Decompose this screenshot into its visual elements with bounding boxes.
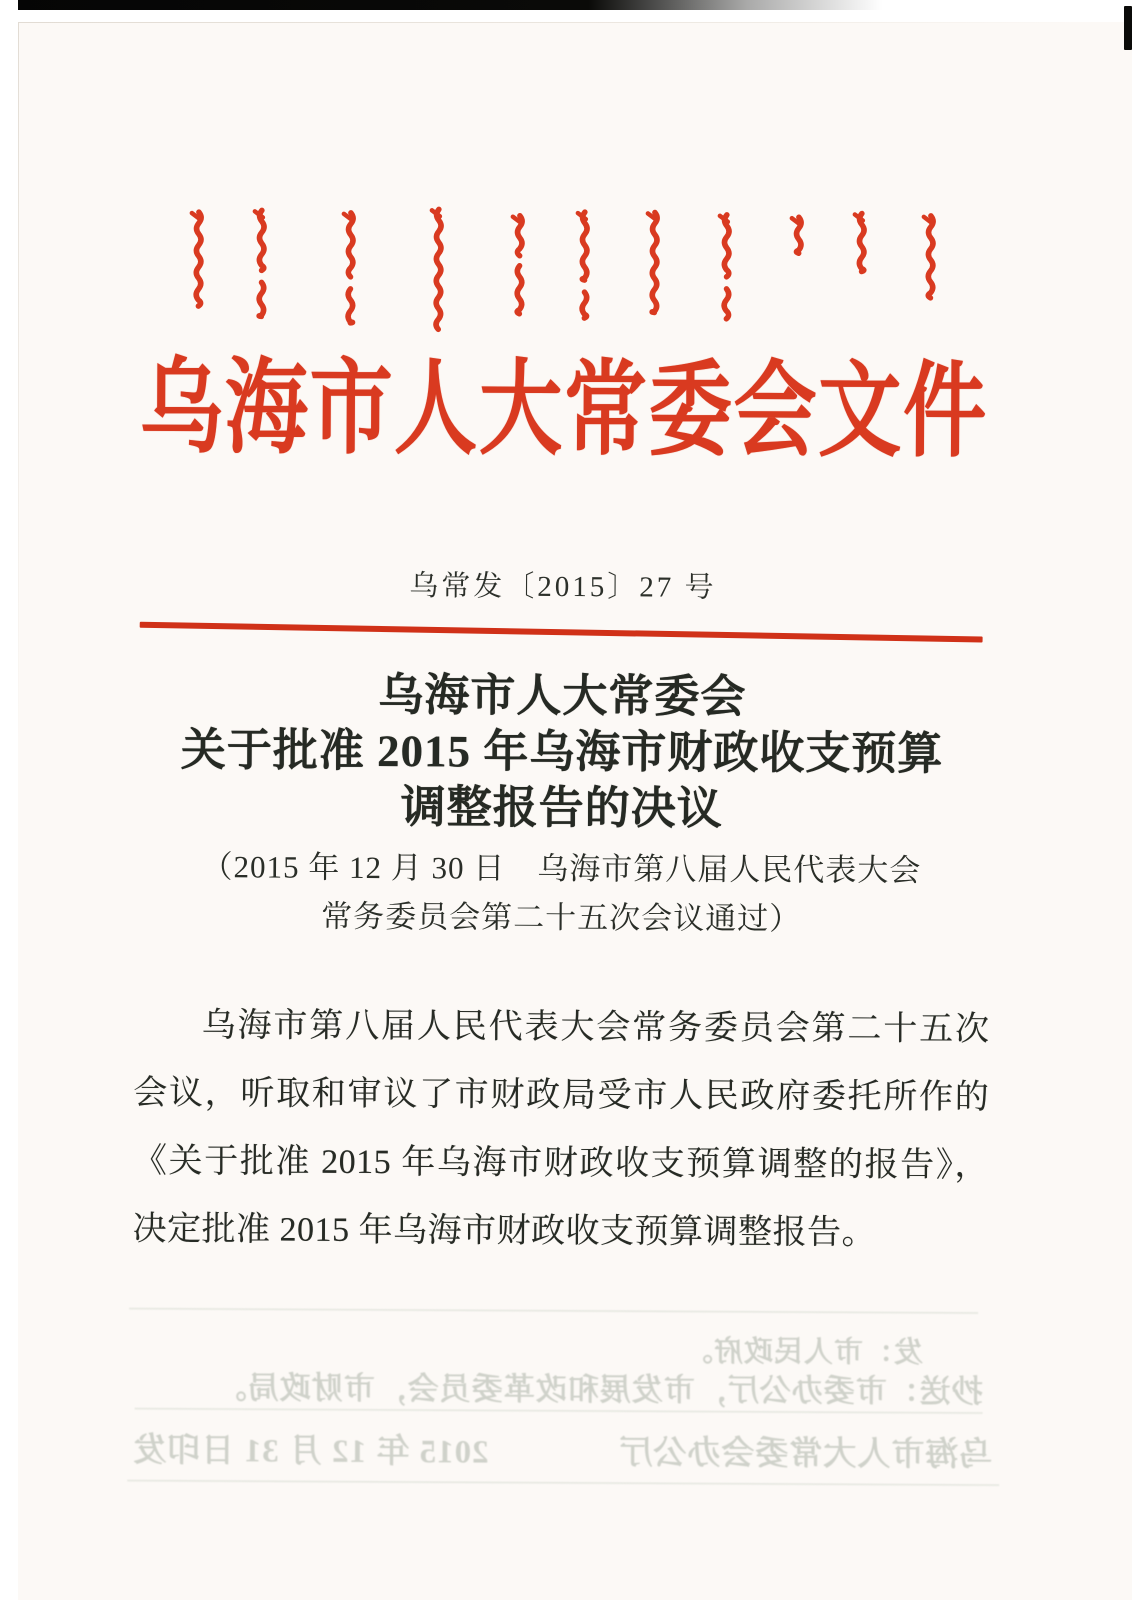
resolution-body: 乌海市第八届人民代表大会常务委员会第二十五次会议，听取和审议了市财政局受市人民政府委托所作的《关于批准 2015 年乌海市财政收支预算调整的报告》，决定批准 2015 年乌海市财政收支预算调整报告。 xyxy=(132,1007,990,1252)
document-org-title: 乌海市人大常委会文件 xyxy=(139,350,989,471)
resolution-title-line-3: 调整报告的决议 xyxy=(400,782,723,834)
red-separator-rule xyxy=(140,622,983,643)
reverse-side-bleedthrough xyxy=(0,1297,1125,1503)
bleedthrough-footer xyxy=(0,1423,1125,1476)
adoption-date xyxy=(0,841,1128,945)
bleedthrough-rule-top xyxy=(129,1308,978,1314)
bleedthrough-issuer: 乌海市人大常委会办公厅 xyxy=(618,1435,993,1474)
bleedthrough-print-date: 2015 年 12 月 31 日印发 xyxy=(132,1432,489,1471)
mongolian-script-header xyxy=(0,197,1131,353)
resolution-title xyxy=(0,665,1128,839)
bleedthrough-copy-line: 抄送：市委办公厅，市发展和改革委员会，市财政局。 xyxy=(214,1370,983,1410)
adoption-date-line-2: 常务委员会第二十五次会议通过） xyxy=(321,898,802,937)
resolution-title-line-2: 关于批准 2015 年乌海市财政收支预算 xyxy=(180,724,944,779)
bleedthrough-cc-line: 发：市人民政府。 xyxy=(682,1335,924,1369)
adoption-date-line-1: （2015 年 12 月 30 日 乌海市第八届人民代表大会 xyxy=(201,849,922,888)
bleedthrough-rule-bottom xyxy=(127,1480,999,1487)
document-number: 乌常发〔2015〕27 号 xyxy=(409,570,717,604)
resolution-title-line-1: 乌海市人大常委会 xyxy=(378,670,747,722)
